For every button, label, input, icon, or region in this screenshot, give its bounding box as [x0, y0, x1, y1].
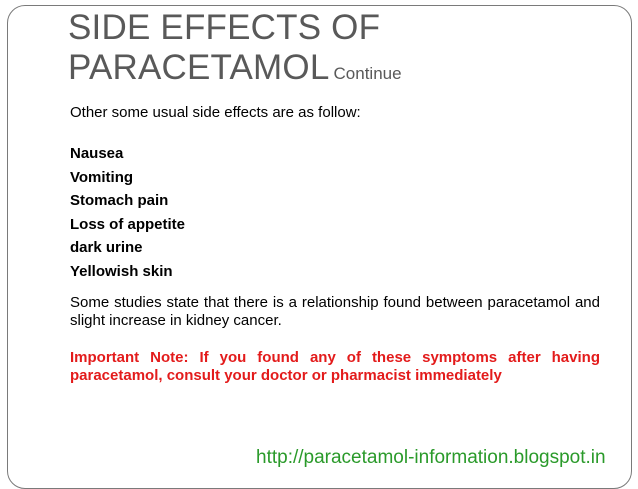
list-item: Yellowish skin — [70, 262, 173, 280]
title-line-2 — [68, 48, 608, 94]
kidney-cancer-paragraph: Some studies state that there is a relationship found between paracetamol and slight increase in kidney cancer. — [70, 294, 600, 329]
intro-text: Other some usual side effects are as follow: — [70, 104, 361, 121]
list-item: Nausea — [70, 145, 124, 162]
title-continue-label: Continue — [333, 64, 402, 83]
side-effects-list — [70, 142, 185, 283]
list-item: Vomiting — [70, 168, 134, 186]
slide-title — [68, 8, 608, 94]
title-main-word: PARACETAMOL — [68, 48, 330, 87]
list-item: Stomach pain — [70, 192, 169, 209]
list-item: dark urine — [70, 239, 143, 256]
blog-link[interactable]: http://paracetamol-information.blogspot.in — [256, 447, 606, 468]
title-line-1: SIDE EFFECTS OF — [68, 8, 381, 47]
list-item: Loss of appetite — [70, 215, 186, 233]
important-note: Important Note: If you found any of these symptoms after having paracetamol, consult your doctor or pharmacist immediately — [70, 349, 600, 384]
